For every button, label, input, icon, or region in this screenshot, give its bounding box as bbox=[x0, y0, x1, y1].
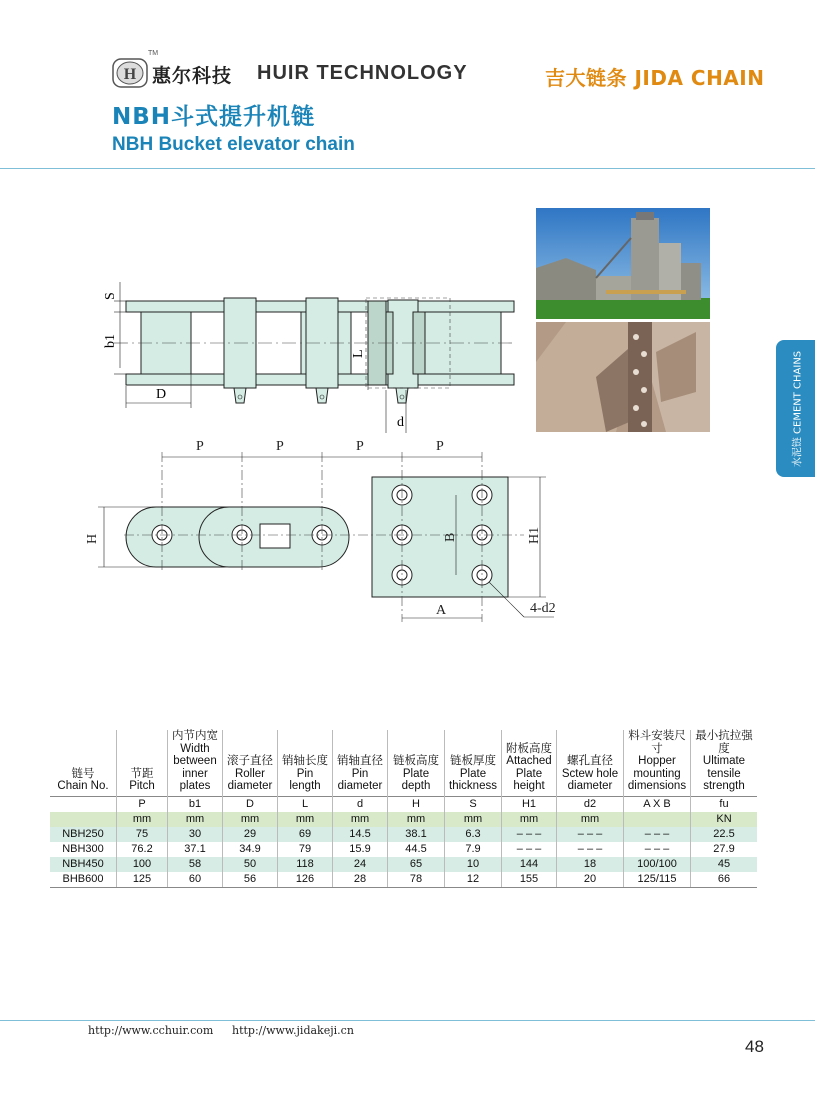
table-cell: D bbox=[223, 796, 278, 812]
header-en: Pin diameter bbox=[337, 767, 383, 792]
table-cell: 56 bbox=[223, 872, 278, 888]
table-cell: 14.5 bbox=[333, 827, 388, 842]
header-en: Chain No. bbox=[57, 780, 109, 792]
table-cell: – – – bbox=[557, 842, 624, 857]
table-header-cell bbox=[624, 730, 691, 796]
table-header-row bbox=[50, 730, 757, 796]
table-header-cell bbox=[691, 730, 758, 796]
table-header-cell bbox=[117, 730, 168, 796]
page-number: 48 bbox=[745, 1037, 764, 1056]
header-cn: 螺孔直径 bbox=[567, 755, 613, 767]
footer-url-huir[interactable]: http://www.cchuir.com bbox=[88, 1024, 214, 1037]
table-cell: – – – bbox=[502, 842, 557, 857]
chain-top-view-drawing bbox=[96, 268, 526, 438]
table-cell: 44.5 bbox=[388, 842, 445, 857]
table-cell: mm bbox=[168, 812, 223, 827]
header-cn: 链板高度 bbox=[393, 755, 439, 767]
table-cell: 27.9 bbox=[691, 842, 758, 857]
header-divider bbox=[0, 168, 815, 169]
table-cell: – – – bbox=[624, 842, 691, 857]
table-cell: P bbox=[117, 796, 168, 812]
table-cell: 6.3 bbox=[445, 827, 502, 842]
brand-name-cn: 惠尔科技 bbox=[152, 65, 233, 87]
header-cn: 附板高度 bbox=[506, 742, 552, 755]
table-cell: 24 bbox=[333, 857, 388, 872]
table-cell: mm bbox=[445, 812, 502, 827]
table-cell: mm bbox=[388, 812, 445, 827]
table-cell: A X B bbox=[624, 796, 691, 812]
table-cell: NBH300 bbox=[50, 842, 117, 857]
table-cell: 100 bbox=[117, 857, 168, 872]
logo-letter: H bbox=[123, 66, 137, 83]
table-cell: d bbox=[333, 796, 388, 812]
table-cell: mm bbox=[502, 812, 557, 827]
header-en: Pitch bbox=[129, 780, 155, 792]
table-cell: mm bbox=[117, 812, 168, 827]
table-cell: 28 bbox=[333, 872, 388, 888]
table-row bbox=[50, 827, 757, 842]
table-cell: – – – bbox=[502, 827, 557, 842]
header-en: Sctew hole diameter bbox=[561, 767, 619, 792]
table-cell: mm bbox=[223, 812, 278, 827]
table-cell: b1 bbox=[168, 796, 223, 812]
table-cell: H bbox=[388, 796, 445, 812]
table-cell: NBH450 bbox=[50, 857, 117, 872]
table-cell bbox=[50, 812, 117, 827]
table-cell bbox=[50, 796, 117, 812]
table-cell: 78 bbox=[388, 872, 445, 888]
label-P4: P bbox=[436, 439, 444, 454]
table-cell: 125 bbox=[117, 872, 168, 888]
table-cell: 12 bbox=[445, 872, 502, 888]
header-cn: 料斗安装尺寸 bbox=[628, 730, 686, 755]
label-P1: P bbox=[196, 439, 204, 454]
table-cell: mm bbox=[278, 812, 333, 827]
label-H: H bbox=[85, 533, 100, 544]
table-cell: 38.1 bbox=[388, 827, 445, 842]
table-cell: 10 bbox=[445, 857, 502, 872]
bucket-chain-photo bbox=[536, 322, 710, 432]
chain-side-view-drawing bbox=[84, 432, 584, 632]
table-header-cell bbox=[388, 730, 445, 796]
label-L: L bbox=[351, 349, 366, 358]
header-cn: 滚子直径 bbox=[227, 755, 273, 767]
brand-name-en: HUIR TECHNOLOGY bbox=[257, 62, 468, 84]
table-cell: 58 bbox=[168, 857, 223, 872]
table-cell: 126 bbox=[278, 872, 333, 888]
table-cell: S bbox=[445, 796, 502, 812]
table-symbol-row bbox=[50, 796, 757, 812]
table-header-cell bbox=[557, 730, 624, 796]
table-cell: fu bbox=[691, 796, 758, 812]
huir-logo bbox=[112, 58, 148, 88]
table-cell: 66 bbox=[691, 872, 758, 888]
table-cell: mm bbox=[557, 812, 624, 827]
table-cell: 69 bbox=[278, 827, 333, 842]
header-en: Plate thickness bbox=[449, 767, 497, 792]
table-cell: – – – bbox=[557, 827, 624, 842]
label-A: A bbox=[436, 603, 447, 618]
table-row bbox=[50, 872, 757, 888]
table-cell: 18 bbox=[557, 857, 624, 872]
table-header-cell bbox=[502, 730, 557, 796]
table-cell: 60 bbox=[168, 872, 223, 888]
table-cell: 20 bbox=[557, 872, 624, 888]
table-cell: 34.9 bbox=[223, 842, 278, 857]
table-cell: 75 bbox=[117, 827, 168, 842]
table-cell: 50 bbox=[223, 857, 278, 872]
table-cell: NBH250 bbox=[50, 827, 117, 842]
footer-divider bbox=[0, 1020, 815, 1021]
table-header-cell bbox=[278, 730, 333, 796]
table-cell: 22.5 bbox=[691, 827, 758, 842]
table-cell: L bbox=[278, 796, 333, 812]
label-P3: P bbox=[356, 439, 364, 454]
table-cell: 76.2 bbox=[117, 842, 168, 857]
header-cn: 内节内宽 bbox=[172, 730, 218, 742]
header-cn: 最小抗拉强度 bbox=[695, 730, 753, 755]
table-header-cell bbox=[445, 730, 502, 796]
label-b1: b1 bbox=[103, 334, 118, 348]
label-B: B bbox=[443, 532, 458, 542]
table-row bbox=[50, 842, 757, 857]
table-cell: 37.1 bbox=[168, 842, 223, 857]
footer-url-jida[interactable]: http://www.jidakeji.cn bbox=[232, 1024, 354, 1037]
cement-plant-photo bbox=[536, 208, 710, 319]
header-cn: 链板厚度 bbox=[450, 755, 496, 767]
label-S: S bbox=[103, 292, 118, 300]
header-en: Pin length bbox=[289, 767, 321, 792]
table-header-cell bbox=[50, 730, 117, 796]
table-cell: 65 bbox=[388, 857, 445, 872]
table-cell: d2 bbox=[557, 796, 624, 812]
table-cell: mm bbox=[333, 812, 388, 827]
table-cell: 100/100 bbox=[624, 857, 691, 872]
header-cn: 节距 bbox=[130, 767, 154, 780]
table-header-cell bbox=[223, 730, 278, 796]
trademark: TM bbox=[148, 50, 159, 57]
header-cn: 销轴长度 bbox=[282, 755, 328, 767]
section-tab-label: 水泥链 CEMENT CHAINS bbox=[792, 350, 803, 467]
label-4-d2: 4-d2 bbox=[530, 601, 556, 616]
table-cell: BHB600 bbox=[50, 872, 117, 888]
table-cell: H1 bbox=[502, 796, 557, 812]
table-cell: KN bbox=[691, 812, 758, 827]
header-en: Hopper mounting dimensions bbox=[627, 755, 687, 792]
jida-brand: 吉大链条 JIDA CHAIN bbox=[545, 66, 765, 90]
table-cell: 29 bbox=[223, 827, 278, 842]
table-header-cell bbox=[168, 730, 223, 796]
header-en: Roller diameter bbox=[227, 767, 273, 792]
header-en: Width between inner plates bbox=[173, 742, 217, 792]
page-title-cn: NBH斗式提升机链 bbox=[112, 104, 316, 130]
header-cn: 链号 bbox=[71, 767, 95, 780]
label-H1: H1 bbox=[527, 526, 542, 544]
table-cell: 144 bbox=[502, 857, 557, 872]
table-cell bbox=[624, 812, 691, 827]
table-cell: 30 bbox=[168, 827, 223, 842]
table-cell: 125/115 bbox=[624, 872, 691, 888]
table-row bbox=[50, 857, 757, 872]
table-cell: 79 bbox=[278, 842, 333, 857]
label-d: d bbox=[397, 415, 404, 430]
header-en: Plate depth bbox=[401, 767, 431, 792]
table-cell: 45 bbox=[691, 857, 758, 872]
table-cell: 7.9 bbox=[445, 842, 502, 857]
section-tab-cement-chains[interactable] bbox=[776, 340, 815, 477]
page-title-en: NBH Bucket elevator chain bbox=[112, 134, 355, 155]
label-P2: P bbox=[276, 439, 284, 454]
label-D: D bbox=[156, 387, 167, 402]
header-en: Ultimate tensile strength bbox=[702, 755, 746, 792]
table-cell: 15.9 bbox=[333, 842, 388, 857]
table-unit-row bbox=[50, 812, 757, 827]
header-cn: 销轴直径 bbox=[337, 755, 383, 767]
table-header-cell bbox=[333, 730, 388, 796]
spec-table bbox=[50, 730, 757, 888]
header-en: Attached Plate height bbox=[506, 755, 552, 792]
table-cell: 155 bbox=[502, 872, 557, 888]
table-cell: 118 bbox=[278, 857, 333, 872]
table-cell: – – – bbox=[624, 827, 691, 842]
